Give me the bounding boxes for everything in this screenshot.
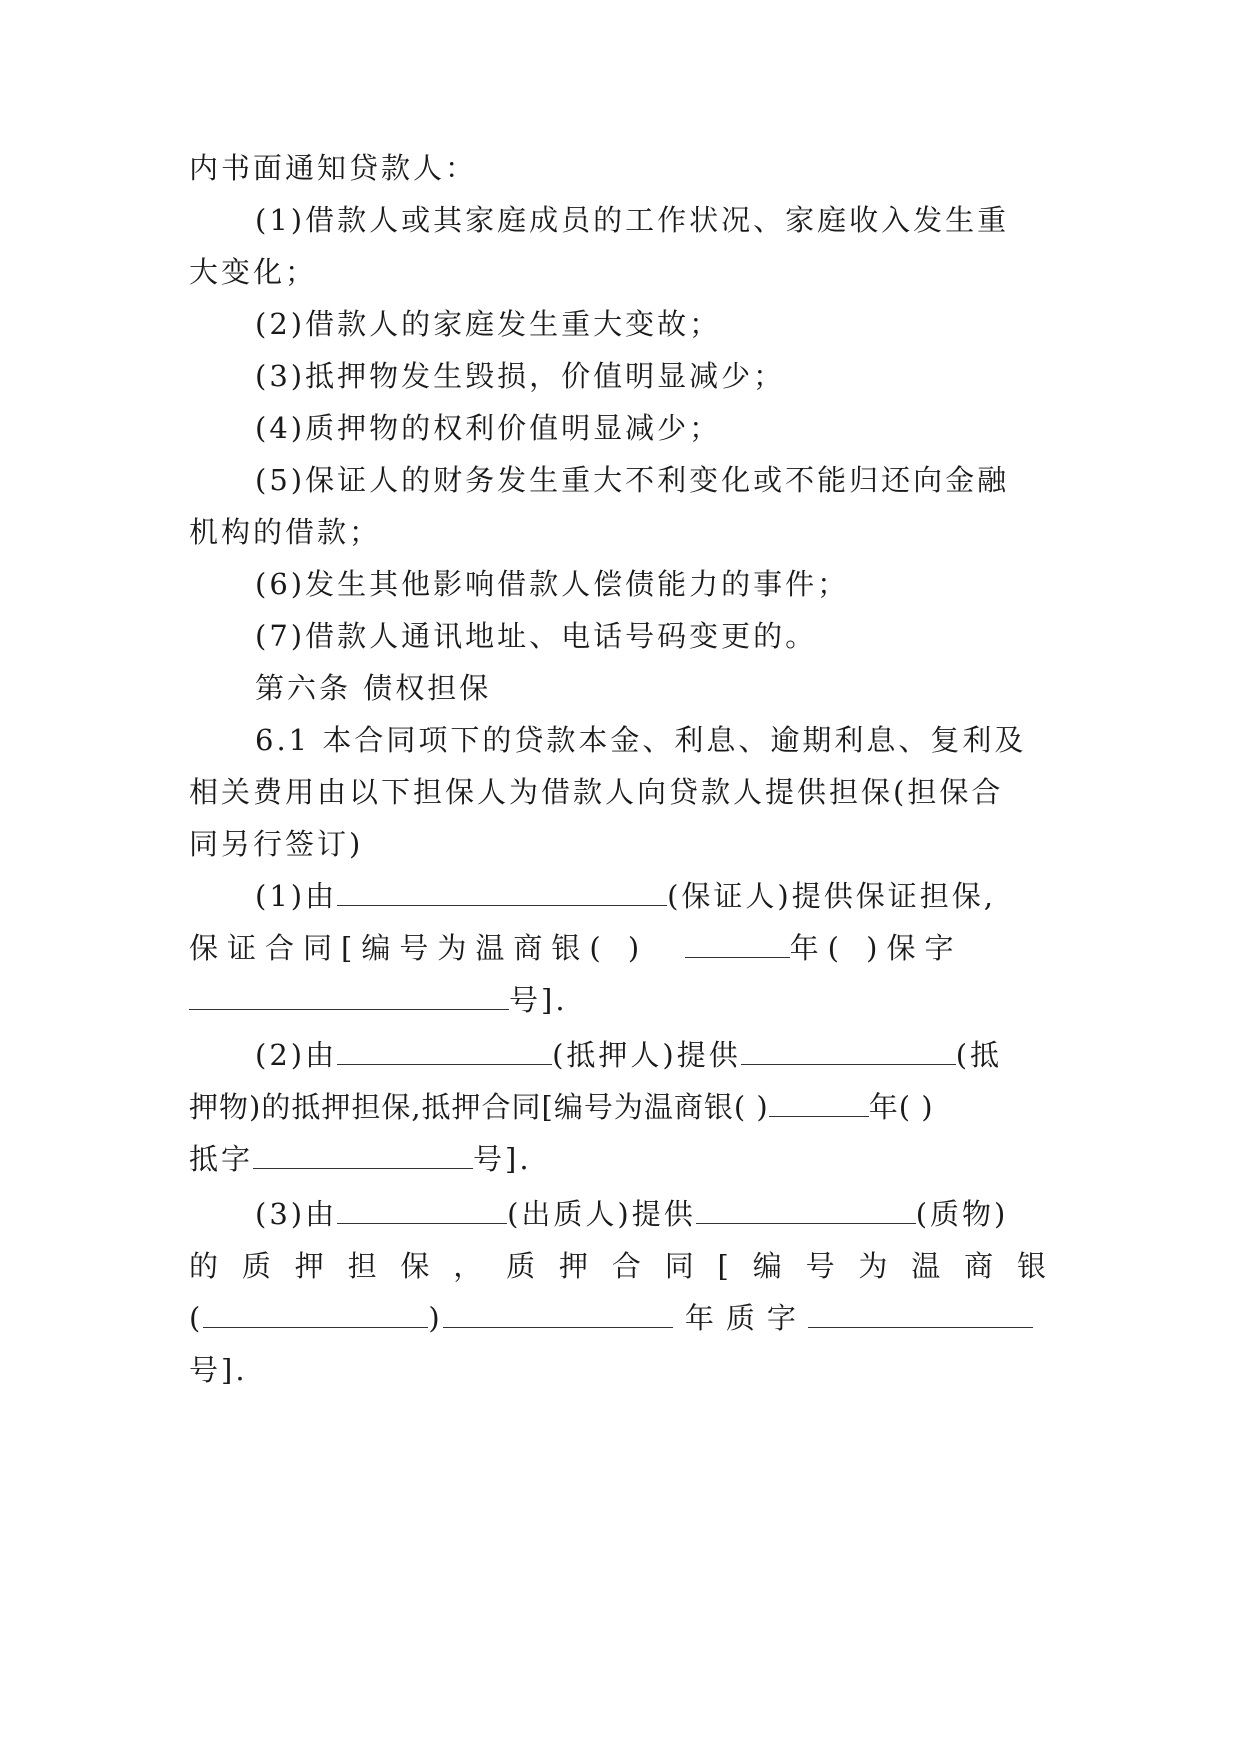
paragraph-line: (1)借款人或其家庭成员的工作状况、家庭收入发生重 bbox=[255, 203, 1010, 237]
paragraph-line: 机构的借款； bbox=[189, 515, 382, 549]
clause-2-line-1: (2)由 (抵押人)提供 (抵 bbox=[255, 1038, 1003, 1072]
paragraph-line: 内书面通知贷款人： bbox=[189, 151, 478, 185]
fill-in-blank[interactable] bbox=[741, 1038, 956, 1065]
fill-in-blank[interactable] bbox=[337, 1197, 507, 1224]
clause-1-line-3: 号]. bbox=[189, 980, 1049, 1020]
clause-3-line-3: ( ) 年质字 bbox=[189, 1298, 1049, 1338]
paragraph-line: 6.1 本合同项下的贷款本金、利息、逾期利息、复利及 bbox=[255, 723, 1027, 757]
section-heading: 第六条 债权担保 bbox=[255, 671, 492, 705]
clause-3-line-4: 号]. bbox=[189, 1353, 248, 1387]
paragraph-line: (7)借款人通讯地址、电话号码变更的。 bbox=[255, 619, 818, 653]
fill-in-blank[interactable] bbox=[337, 879, 667, 906]
fill-in-blank[interactable] bbox=[337, 1038, 552, 1065]
fill-in-blank[interactable] bbox=[253, 1142, 473, 1169]
paragraph-line: (6)发生其他影响借款人偿债能力的事件； bbox=[255, 567, 850, 601]
paragraph-line: (3)抵押物发生毁损，价值明显减少； bbox=[255, 359, 786, 393]
fill-in-blank[interactable] bbox=[696, 1197, 916, 1224]
clause-3-line-2: 的质押担保，质押合同[编号为温商银 bbox=[189, 1249, 1049, 1283]
fill-in-blank[interactable] bbox=[808, 1301, 1033, 1328]
paragraph-line: (4)质押物的权利价值明显减少； bbox=[255, 411, 722, 445]
fill-in-blank[interactable] bbox=[685, 931, 790, 958]
paragraph-line: (5)保证人的财务发生重大不利变化或不能归还向金融 bbox=[255, 463, 1010, 497]
paragraph-line: (2)借款人的家庭发生重大变故； bbox=[255, 307, 722, 341]
clause-2-line-2: 押物)的抵押担保,抵押合同[编号为温商银( ) 年( ) bbox=[189, 1090, 934, 1124]
clause-1-line-1: (1)由 (保证人)提供保证担保, bbox=[255, 879, 996, 913]
clause-3-line-1: (3)由 (出质人)提供 (质物) bbox=[255, 1197, 1009, 1231]
fill-in-blank[interactable] bbox=[769, 1090, 869, 1117]
clause-2-line-3: 抵字 号]. bbox=[189, 1142, 532, 1176]
paragraph-line: 相关费用由以下担保人为借款人向贷款人提供担保(担保合 bbox=[189, 775, 1004, 809]
clause-1-line-2: 保证合同[编号为温商银( ) 年( )保字 bbox=[189, 931, 963, 965]
fill-in-blank[interactable] bbox=[189, 983, 509, 1010]
fill-in-blank[interactable] bbox=[203, 1301, 428, 1328]
paragraph-line: 同另行签订) bbox=[189, 827, 364, 861]
paragraph-line: 大变化； bbox=[189, 255, 318, 289]
fill-in-blank[interactable] bbox=[443, 1301, 673, 1328]
